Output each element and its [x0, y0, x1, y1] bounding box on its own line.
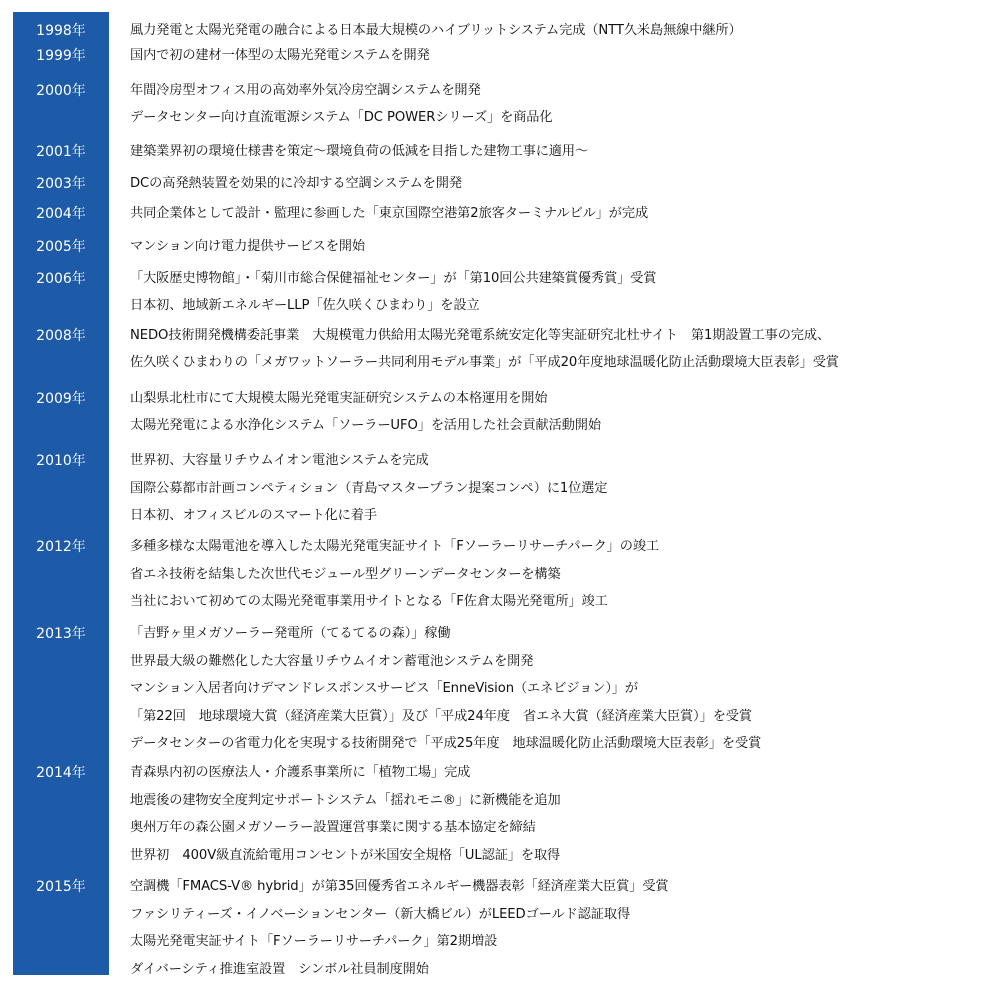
event-description: 世界初 400V級直流給電用コンセントが米国安全規格「UL認証」を取得	[130, 847, 561, 863]
event-description: 当社において初めての太陽光発電事業用サイトとなる「F佐倉太陽光発電所」竣工	[130, 594, 608, 609]
event-description: マンション入居者向けデマンドレスポンスサービス「EnneVision（エネビジョン）」が	[130, 681, 638, 696]
event-description: 風力発電と太陽光発電の融合による日本最大規模のハイブリットシステム完成（NTT久米島無線中継所）	[130, 23, 742, 38]
year-label: 2009年	[36, 391, 86, 407]
year-label: 2010年	[36, 453, 86, 469]
year-label: 2005年	[36, 239, 86, 255]
year-label: 2015年	[36, 879, 86, 895]
year-label: 2001年	[36, 144, 86, 160]
event-description: 「大阪歴史博物館」・「菊川市総合保健福祉センター」が「第10回公共建築賞優秀賞」受賞	[130, 271, 657, 286]
year-label: 2008年	[36, 328, 86, 344]
event-description: ファシリティーズ・イノベーションセンター（新大橋ビル）がLEEDゴールド認証取得	[130, 906, 631, 922]
event-description: 「吉野ヶ里メガソーラー発電所（てるてるの森）」稼働	[130, 626, 451, 641]
event-description: ダイバーシティ推進室設置 シンボル社員制度開始	[130, 961, 429, 977]
event-description: 建築業界初の環境仕様書を策定～環境負荷の低減を目指した建物工事に適用～	[130, 144, 589, 159]
event-description: 「第22回 地球環境大賞（経済産業大臣賞）」及び「平成24年度 省エネ大賞（経済産業大臣賞）」を受賞	[130, 708, 752, 724]
year-label: 2013年	[36, 626, 86, 642]
event-description: 青森県内初の医療法人・介護系事業所に「植物工場」完成	[130, 765, 471, 780]
event-description: 太陽光発電実証サイト「Fソーラーリサーチパーク」第2期増設	[130, 934, 498, 949]
year-label: 2000年	[36, 83, 86, 99]
event-description: 佐久咲くひまわりの「メガワットソーラー共同利用モデル事業」が「平成20年度地球温暖化防止活動環境大臣表彰」受賞	[130, 355, 839, 370]
event-description: マンション向け電力提供サービスを開始	[130, 239, 365, 254]
year-label: 2014年	[36, 765, 86, 781]
event-description: 太陽光発電による水浄化システム「ソーラーUFO」を活用した社会貢献活動開始	[130, 418, 601, 433]
event-description: 奥州万年の森公園メガソーラー設置運営事業に関する基本協定を締結	[130, 820, 536, 835]
year-label: 2003年	[36, 176, 86, 192]
event-description: 共同企業体として設計・監理に参画した「東京国際空港第2旅客ターミナルビル」が完成	[130, 206, 649, 221]
year-label: 1998年	[36, 23, 86, 39]
year-label: 2012年	[36, 539, 86, 555]
year-label: 2006年	[36, 271, 86, 287]
year-label: 2004年	[36, 206, 86, 222]
event-description: 年間冷房型オフィス用の高効率外気冷房空調システムを開発	[130, 83, 481, 98]
event-description: データセンターの省電力化を実現する技術開発で「平成25年度 地球温暖化防止活動環境大臣表彰」を受賞	[130, 736, 762, 751]
event-description: データセンター向け直流電源システム「DC POWERシリーズ」を商品化	[130, 110, 553, 125]
event-description: 国際公募都市計画コンペティション（青島マスタープラン提案コンペ）に1位選定	[130, 480, 608, 496]
year-label: 1999年	[36, 48, 86, 64]
event-description: 世界初、大容量リチウムイオン電池システムを完成	[130, 453, 429, 468]
event-description: 多種多様な太陽電池を導入した太陽光発電実証サイト「Fソーラーリサーチパーク」の竣工	[130, 539, 660, 554]
event-description: DCの高発熱装置を効果的に冷却する空調システムを開発	[130, 176, 462, 191]
event-description: 日本初、地域新エネルギーLLP「佐久咲くひまわり」を設立	[130, 298, 480, 313]
event-description: 国内で初の建材一体型の太陽光発電システムを開発	[130, 48, 430, 63]
event-description: 地震後の建物安全度判定サポートシステム「揺れモニ®」に新機能を追加	[130, 792, 561, 808]
event-description: 日本初、オフィスビルのスマート化に着手	[130, 508, 377, 523]
event-description: 山梨県北杜市にて大規模太陽光発電実証研究システムの本格運用を開始	[130, 391, 548, 406]
event-description: 世界最大級の難燃化した大容量リチウムイオン蓄電池システムを開発	[130, 653, 534, 669]
event-description: 省エネ技術を結集した次世代モジュール型グリーンデータセンターを構築	[130, 566, 561, 582]
event-description: NEDO技術開発機構委託事業 大規模電力供給用太陽光発電系統安定化等実証研究北杜サイト 第1期設置工事の完成、	[130, 328, 831, 343]
event-description: 空調機「FMACS-V® hybrid」が第35回優秀省エネルギー機器表彰「経済産業大臣賞」受賞	[130, 879, 669, 894]
